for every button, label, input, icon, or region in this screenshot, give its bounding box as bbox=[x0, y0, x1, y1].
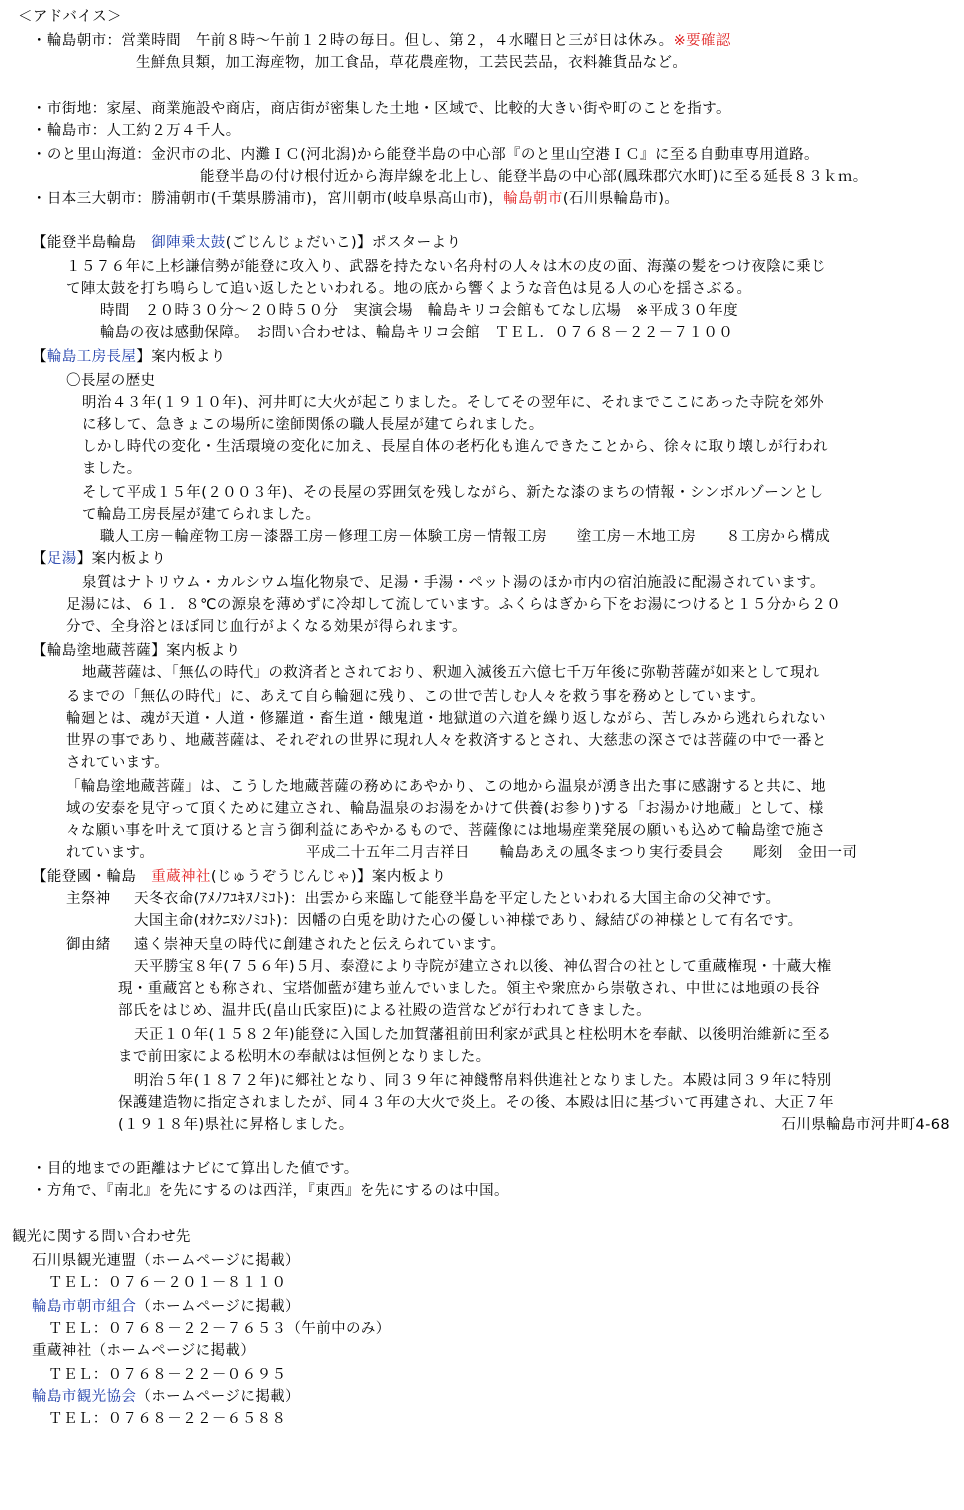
kobo-line2: に移して、急きょこの場所に塗師関係の職人長屋が建てられました。 bbox=[82, 417, 544, 433]
jizo-line8: 々な願い事を叶えて頂けると言う御利益にあやかるもので、菩薩像には地場産業発展の願いも込めて輪島塗で施さ bbox=[66, 823, 826, 839]
kobo-line1: 明治４３年(１９１０年)、河井町に大火が起こりました。そしてその翌年に、それまでここにあった寺院を郊外 bbox=[82, 395, 825, 411]
kobo-line6: て輪島工房長屋が建てられました。 bbox=[82, 507, 321, 523]
asaichi-goods: 生鮮魚貝類，加工海産物，加工食品，草花農産物，工芸民芸品，衣料雑貨品など。 bbox=[136, 55, 688, 71]
kaido-line2: 能登半島の付け根付近から海岸線を北上し、能登半島の中心部(鳳珠郡穴水町)に至る延長８３ｋｍ。 bbox=[200, 169, 868, 185]
ashiyu-line3: 分で、全身浴とほぼ同じ血行がよくなる効果が得られます。 bbox=[66, 619, 467, 635]
ashiyu-title-a: 【 bbox=[32, 551, 47, 567]
jinja-line4: 天正１０年(１５８２年)能登に入国した加賀藩祖前田利家が武具と柱松明木を奉献、以後明治維新に至る bbox=[134, 1027, 832, 1043]
jinja-link[interactable]: 重蔵神社 bbox=[151, 869, 211, 885]
kobo-line5: そして平成１５年(２００３年)、その長屋の雰囲気を残しながら、新たな漆のまちの情報・シンボルゾーンとし bbox=[82, 485, 824, 501]
saijin-2: 大国主命(ｵｵｸﾆﾇｼﾉﾐｺﾄ)：因幡の白兎を助けた心の優しい神様であり、縁結びの神様として有名です。 bbox=[134, 913, 803, 929]
contact-note: （ホームページに掲載） bbox=[91, 1343, 256, 1359]
contact-note: （ホームページに掲載） bbox=[136, 1389, 300, 1405]
jinja-title bbox=[32, 866, 446, 888]
note-direction: ・方角で、『南北』を先にするのは西洋，『東西』を先にするのは中国。 bbox=[32, 1183, 509, 1199]
gojinjo-link[interactable]: 御陣乗太鼓 bbox=[151, 235, 226, 251]
contact-note: （ホームページに掲載） bbox=[136, 1299, 300, 1315]
sandai-text-a: ・日本三大朝市：勝浦朝市(千葉県勝浦市)，宮川朝市(岐阜県高山市)， bbox=[32, 191, 504, 207]
jinja-title-c: (じゅうぞうじんじゃ)】案内板より bbox=[210, 869, 447, 885]
contact-tel: ＴＥＬ：０７６８－２２－０６９５ bbox=[48, 1367, 287, 1383]
jizo-line3: 輪廻とは、魂が天道・人道・修羅道・畜生道・餓鬼道・地獄道の六道を繰り返しながら、苦しみから逃れられない bbox=[66, 711, 826, 727]
contact-tel: ＴＥＬ：０７６８－２２－６５８８ bbox=[48, 1411, 287, 1427]
contact-item bbox=[32, 1250, 300, 1272]
ashiyu-link[interactable]: 足湯 bbox=[46, 551, 77, 567]
gojinjo-title bbox=[32, 232, 461, 254]
sandai-asaichi bbox=[32, 188, 679, 210]
contact-item bbox=[32, 1296, 300, 1318]
contact-name: 重蔵神社 bbox=[32, 1343, 92, 1359]
gojinjo-contact: 輪島の夜は感動保障。 お問い合わせは、輪島キリコ会館 ＴＥＬ．０７６８－２２－７１００ bbox=[100, 325, 734, 341]
ashiyu-line1: 泉質はナトリウム・カルシウム塩化物泉で、足湯・手湯・ペット湯のほか市内の宿泊施設に配湯されています。 bbox=[82, 575, 825, 591]
jizo-line6: 「輪島塗地蔵菩薩」は、こうした地蔵菩薩の務めにあやかり、この地から温泉が湧き出た事に感謝すると共に、地 bbox=[66, 779, 826, 795]
sandai-text-c: (石川県輪島市)。 bbox=[562, 191, 680, 207]
advice-heading: ＜アドバイス＞ bbox=[18, 9, 122, 25]
contact-tel: ＴＥＬ：０７６－２０１－８１１０ bbox=[48, 1275, 287, 1291]
jinja-line1: 天平勝宝８年(７５６年)５月、泰澄により寺院が建立され以後、神仏習合の社として重蔵権現・十蔵大権 bbox=[134, 959, 832, 975]
contacts-heading: 観光に関する問い合わせ先 bbox=[12, 1229, 191, 1245]
kobo-line4: ました。 bbox=[82, 461, 142, 477]
yuisho-label: 御由緒 bbox=[66, 937, 111, 953]
gojinjo-line1: １５７６年に上杉謙信勢が能登に攻入り、武器を持たない名舟村の人々は木の皮の面、海藻の髪をつけ夜陰に乗じ bbox=[66, 259, 826, 275]
jizo-line7: 域の安泰を見守って頂くために建立され、輪島温泉のお湯をかけて供養(お参り)する「お湯かけ地蔵」として、様 bbox=[66, 801, 824, 817]
asaichi-hours bbox=[32, 30, 731, 52]
kobo-title-c: 】案内板より bbox=[136, 349, 226, 365]
ashiyu-title-c: 】案内板より bbox=[76, 551, 167, 567]
kaido-line1: ・のと里山海道：金沢市の北、内灘ＩＣ(河北潟)から能登半島の中心部『のと里山空港ＩＣ』に至る自動車専用道路。 bbox=[32, 147, 819, 163]
kobo-title-a: 【 bbox=[32, 349, 47, 365]
gojinjo-line2: て陣太鼓を打ち鳴らして追い返したといわれる。地の底から響くような音色は見る人の心を揺さぶる。 bbox=[66, 281, 752, 297]
kobo-sub: 〇長屋の歴史 bbox=[66, 373, 156, 389]
confirm-note: ※要確認 bbox=[673, 33, 731, 49]
jinja-line5: まで前田家による松明木の奉献はは恒例となりました。 bbox=[118, 1049, 491, 1065]
wajima-population: ・輪島市：人工約２万４千人。 bbox=[32, 123, 241, 139]
jinja-address: 石川県輪島市河井町4-68 bbox=[781, 1117, 950, 1133]
jinja-line8: (１９１８年)県社に昇格しました。 bbox=[118, 1117, 354, 1133]
jizo-credit: 平成二十五年二月吉祥日 輪島あえの風冬まつり実行委員会 彫刻 金田一司 bbox=[306, 845, 858, 861]
kobo-link[interactable]: 輪島工房長屋 bbox=[46, 349, 137, 365]
jinja-line6: 明治５年(１８７２年)に郷社となり、同３９年に神餞幣帛料供進社となりました。本殿は同３９年に特別 bbox=[134, 1073, 832, 1089]
gojinjo-title-a: 【能登半島輪島 bbox=[32, 235, 152, 251]
asaichi-hours-text: ・輪島朝市：営業時間 午前８時～午前１２時の毎日。但し、第２，４水曜日と三が日は休み。 bbox=[32, 33, 674, 49]
jinja-line3: 部氏をはじめ、温井氏(畠山氏家臣)による社殿の造営などが行われてきました。 bbox=[118, 1003, 652, 1019]
contact-name-link[interactable]: 輪島市朝市組合 bbox=[32, 1299, 137, 1315]
saijin-1: 天冬衣命(ｱﾒﾉﾌﾕｷﾇﾉﾐｺﾄ)：出雲から来臨して能登半島を平定したといわれる大国主命の父神です。 bbox=[134, 891, 781, 907]
jinja-line7: 保護建造物に指定されましたが、同４３年の大火で炎上。その後、本殿は旧に基づいて再建され、大正７年 bbox=[118, 1095, 835, 1111]
jizo-line9a: れています。 bbox=[66, 845, 155, 861]
ashiyu-line2: 足湯には、６１．８℃の源泉を薄めずに冷却して流しています。ふくらはぎから下をお湯につけると１５分から２０ bbox=[66, 597, 842, 613]
wajima-asaichi-link[interactable]: 輪島朝市 bbox=[503, 191, 563, 207]
jizo-line1: 地蔵菩薩は、「無仏の時代」の救済者とされており、釈迦入滅後五六億七千万年後に弥勒菩薩が如来として現れ bbox=[82, 665, 820, 681]
gojinjo-title-c: (ごじんじょだいこ)】ポスターより bbox=[225, 235, 462, 251]
note-distance: ・目的地までの距離はナビにて算出した値です。 bbox=[32, 1161, 359, 1177]
contact-tel: ＴＥＬ：０７６８－２２－７６５３（午前中のみ） bbox=[48, 1321, 391, 1337]
kobo-line3: しかし時代の変化・生活環境の変化に加え、長屋自体の老朽化も進んできたことから、徐々に取り壊しが行われ bbox=[82, 439, 828, 455]
contact-note: （ホームページに掲載） bbox=[136, 1253, 300, 1269]
yuisho-1: 遠く崇神天皇の時代に創建されたと伝えられています。 bbox=[134, 937, 506, 953]
kobo-workshops: 職人工房－輪産物工房－漆器工房－修理工房－体験工房－情報工房 塗工房－木地工房 ８工房から構成 bbox=[100, 529, 831, 545]
contact-name: 石川県観光連盟 bbox=[32, 1253, 137, 1269]
contact-name-link[interactable]: 輪島市観光協会 bbox=[32, 1389, 137, 1405]
contact-item bbox=[32, 1386, 300, 1408]
jizo-title: 【輪島塗地蔵菩薩】案内板より bbox=[32, 643, 241, 659]
jizo-line2: るまでの「無仏の時代」に、あえて自ら輪廻に残り、この世で苦しむ人々を救う事を務めとしています。 bbox=[66, 689, 766, 705]
jinja-line2: 現・重蔵宮とも称され、宝塔伽藍が建ち並んでいました。領主や衆庶から崇敬され、中世には地頭の長谷 bbox=[118, 981, 821, 997]
shigaichi-def: ・市街地：家屋、商業施設や商店，商店街が密集した土地・区域で、比較的大きい街や町のことを指す。 bbox=[32, 101, 731, 117]
kobo-title bbox=[32, 346, 226, 368]
gojinjo-time: 時間 ２０時３０分～２０時５０分 実演会場 輪島キリコ会館もてなし広場 ※平成３０年度 bbox=[100, 303, 739, 319]
jizo-line4: 世界の事であり、地蔵菩薩は、それぞれの世界に現れ人々を救済するとされ、大慈悲の深さでは菩薩の中で一番と bbox=[66, 733, 827, 749]
ashiyu-title bbox=[32, 548, 166, 570]
saijin-label: 主祭神 bbox=[66, 891, 111, 907]
jizo-line5: されています。 bbox=[66, 755, 170, 771]
contact-item bbox=[32, 1340, 255, 1362]
jinja-title-a: 【能登國・輪島 bbox=[32, 869, 152, 885]
